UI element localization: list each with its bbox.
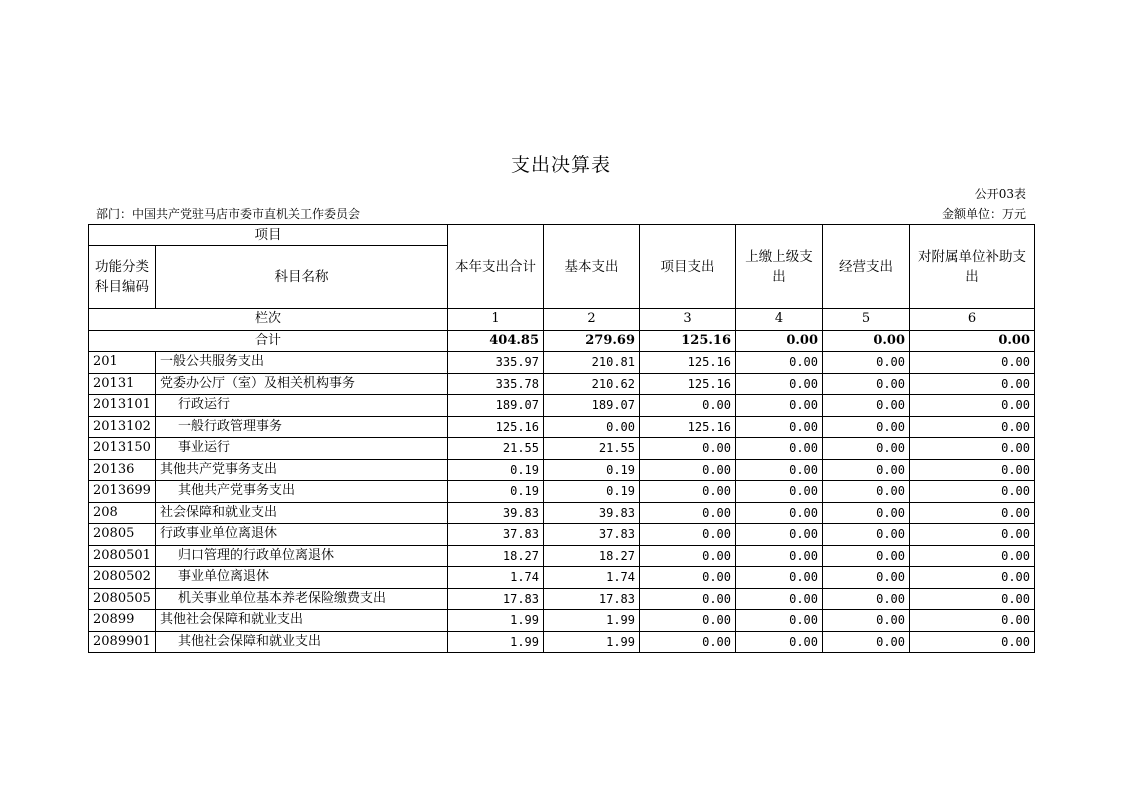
upper-cell: 0.00 — [736, 588, 823, 610]
basic-cell: 18.27 — [544, 545, 640, 567]
basic-cell: 0.00 — [544, 416, 640, 438]
basic-cell: 1.99 — [544, 631, 640, 653]
table-number: 公开03表 — [974, 187, 1026, 201]
table-row — [89, 567, 1035, 589]
total-cell: 279.69 — [544, 330, 640, 352]
total-cell: 335.97 — [448, 352, 544, 374]
header-row-item — [89, 225, 1035, 246]
name-cell: 一般行政管理事务 — [156, 416, 448, 438]
total-cell: 0.00 — [910, 330, 1035, 352]
total-cell: 0.00 — [823, 330, 910, 352]
project-cell: 125.16 — [640, 373, 736, 395]
project-cell: 0.00 — [640, 588, 736, 610]
table-row — [89, 395, 1035, 417]
upper-cell: 0.00 — [736, 502, 823, 524]
total-cell: 0.19 — [448, 481, 544, 503]
code-cell: 20899 — [89, 610, 156, 632]
name-cell: 行政事业单位离退休 — [156, 524, 448, 546]
business-cell: 0.00 — [823, 524, 910, 546]
name-cell: 其他共产党事务支出 — [156, 459, 448, 481]
total-cell: 404.85 — [448, 330, 544, 352]
code-cell: 20136 — [89, 459, 156, 481]
upper-cell: 0.00 — [736, 545, 823, 567]
header-subsidy: 对附属单位补助支出 — [910, 225, 1035, 309]
total-cell: 335.78 — [448, 373, 544, 395]
upper-cell: 0.00 — [736, 459, 823, 481]
total-cell: 17.83 — [448, 588, 544, 610]
code-cell: 2013102 — [89, 416, 156, 438]
subsidy-cell: 0.00 — [910, 373, 1035, 395]
business-cell: 0.00 — [823, 588, 910, 610]
header-business: 经营支出 — [823, 225, 910, 309]
code-cell: 208 — [89, 502, 156, 524]
total-cell: 1.74 — [448, 567, 544, 589]
basic-cell: 39.83 — [544, 502, 640, 524]
basic-cell: 21.55 — [544, 438, 640, 460]
basic-cell: 1.99 — [544, 610, 640, 632]
total-cell: 1.99 — [448, 610, 544, 632]
business-cell: 0.00 — [823, 502, 910, 524]
table-row — [89, 610, 1035, 632]
upper-cell: 0.00 — [736, 373, 823, 395]
business-cell: 0.00 — [823, 481, 910, 503]
unit-label: 金额单位：万元 — [941, 207, 1026, 221]
header-project: 项目支出 — [640, 225, 736, 309]
column-number: 2 — [544, 309, 640, 331]
code-cell: 2080505 — [89, 588, 156, 610]
column-number: 6 — [910, 309, 1035, 331]
project-cell: 0.00 — [640, 567, 736, 589]
column-number: 5 — [823, 309, 910, 331]
upper-cell: 0.00 — [736, 567, 823, 589]
table-row — [89, 545, 1035, 567]
subsidy-cell: 0.00 — [910, 502, 1035, 524]
business-cell: 0.00 — [823, 416, 910, 438]
total-cell: 37.83 — [448, 524, 544, 546]
code-cell: 20131 — [89, 373, 156, 395]
basic-cell: 210.81 — [544, 352, 640, 374]
subsidy-cell: 0.00 — [910, 481, 1035, 503]
total-row — [89, 330, 1035, 352]
upper-cell: 0.00 — [736, 524, 823, 546]
code-cell: 201 — [89, 352, 156, 374]
business-cell: 0.00 — [823, 352, 910, 374]
header-total: 本年支出合计 — [448, 225, 544, 309]
name-cell: 归口管理的行政单位离退休 — [156, 545, 448, 567]
name-cell: 其他共产党事务支出 — [156, 481, 448, 503]
project-cell: 0.00 — [640, 524, 736, 546]
subsidy-cell: 0.00 — [910, 438, 1035, 460]
table-row — [89, 352, 1035, 374]
table-row — [89, 438, 1035, 460]
table-row — [89, 588, 1035, 610]
name-cell: 行政运行 — [156, 395, 448, 417]
project-cell: 0.00 — [640, 545, 736, 567]
table-row — [89, 416, 1035, 438]
total-cell: 21.55 — [448, 438, 544, 460]
business-cell: 0.00 — [823, 545, 910, 567]
department-label: 部门：中国共产党驻马店市委市直机关工作委员会 — [96, 207, 361, 221]
name-cell: 机关事业单位基本养老保险缴费支出 — [156, 588, 448, 610]
code-cell: 2080502 — [89, 567, 156, 589]
total-cell: 18.27 — [448, 545, 544, 567]
total-cell: 125.16 — [448, 416, 544, 438]
subsidy-cell: 0.00 — [910, 352, 1035, 374]
business-cell: 0.00 — [823, 459, 910, 481]
project-cell: 0.00 — [640, 502, 736, 524]
subsidy-cell: 0.00 — [910, 588, 1035, 610]
name-cell: 社会保障和就业支出 — [156, 502, 448, 524]
subsidy-cell: 0.00 — [910, 459, 1035, 481]
subsidy-cell: 0.00 — [910, 524, 1035, 546]
table-row — [89, 631, 1035, 653]
subsidy-cell: 0.00 — [910, 631, 1035, 653]
total-cell: 189.07 — [448, 395, 544, 417]
basic-cell: 37.83 — [544, 524, 640, 546]
business-cell: 0.00 — [823, 567, 910, 589]
expenditure-table — [88, 224, 1035, 653]
table-row — [89, 502, 1035, 524]
subsidy-cell: 0.00 — [910, 395, 1035, 417]
basic-cell: 1.74 — [544, 567, 640, 589]
table-row — [89, 459, 1035, 481]
code-cell: 20805 — [89, 524, 156, 546]
basic-cell: 189.07 — [544, 395, 640, 417]
header-basic: 基本支出 — [544, 225, 640, 309]
table-row — [89, 481, 1035, 503]
upper-cell: 0.00 — [736, 481, 823, 503]
project-cell: 0.00 — [640, 610, 736, 632]
name-cell: 事业单位离退休 — [156, 567, 448, 589]
header-item: 项目 — [89, 225, 448, 246]
name-cell: 其他社会保障和就业支出 — [156, 631, 448, 653]
code-cell: 2013699 — [89, 481, 156, 503]
project-cell: 0.00 — [640, 631, 736, 653]
code-cell: 2080501 — [89, 545, 156, 567]
business-cell: 0.00 — [823, 395, 910, 417]
upper-cell: 0.00 — [736, 631, 823, 653]
basic-cell: 210.62 — [544, 373, 640, 395]
upper-cell: 0.00 — [736, 610, 823, 632]
total-label: 合计 — [89, 330, 448, 352]
total-cell: 125.16 — [640, 330, 736, 352]
business-cell: 0.00 — [823, 631, 910, 653]
total-cell: 1.99 — [448, 631, 544, 653]
name-cell: 其他社会保障和就业支出 — [156, 610, 448, 632]
table-row — [89, 373, 1035, 395]
subsidy-cell: 0.00 — [910, 416, 1035, 438]
code-cell: 2013101 — [89, 395, 156, 417]
table-row — [89, 524, 1035, 546]
column-number: 4 — [736, 309, 823, 331]
total-cell: 39.83 — [448, 502, 544, 524]
page-title: 支出决算表 — [510, 154, 611, 176]
total-cell: 0.00 — [736, 330, 823, 352]
basic-cell: 17.83 — [544, 588, 640, 610]
basic-cell: 0.19 — [544, 459, 640, 481]
project-cell: 0.00 — [640, 438, 736, 460]
project-cell: 0.00 — [640, 459, 736, 481]
business-cell: 0.00 — [823, 438, 910, 460]
upper-cell: 0.00 — [736, 395, 823, 417]
basic-cell: 0.19 — [544, 481, 640, 503]
upper-cell: 0.00 — [736, 438, 823, 460]
total-cell: 0.19 — [448, 459, 544, 481]
project-cell: 125.16 — [640, 352, 736, 374]
header-upper: 上缴上级支出 — [736, 225, 823, 309]
column-number: 1 — [448, 309, 544, 331]
name-cell: 事业运行 — [156, 438, 448, 460]
code-cell: 2013150 — [89, 438, 156, 460]
business-cell: 0.00 — [823, 373, 910, 395]
project-cell: 0.00 — [640, 481, 736, 503]
name-cell: 党委办公厅（室）及相关机构事务 — [156, 373, 448, 395]
code-cell: 2089901 — [89, 631, 156, 653]
subsidy-cell: 0.00 — [910, 545, 1035, 567]
subsidy-cell: 0.00 — [910, 567, 1035, 589]
upper-cell: 0.00 — [736, 416, 823, 438]
project-cell: 0.00 — [640, 395, 736, 417]
header-name: 科目名称 — [156, 246, 448, 309]
subsidy-cell: 0.00 — [910, 610, 1035, 632]
column-number-row — [89, 309, 1035, 331]
project-cell: 125.16 — [640, 416, 736, 438]
upper-cell: 0.00 — [736, 352, 823, 374]
column-number-label: 栏次 — [89, 309, 448, 331]
header-code: 功能分类科目编码 — [89, 246, 156, 309]
name-cell: 一般公共服务支出 — [156, 352, 448, 374]
column-number: 3 — [640, 309, 736, 331]
business-cell: 0.00 — [823, 610, 910, 632]
